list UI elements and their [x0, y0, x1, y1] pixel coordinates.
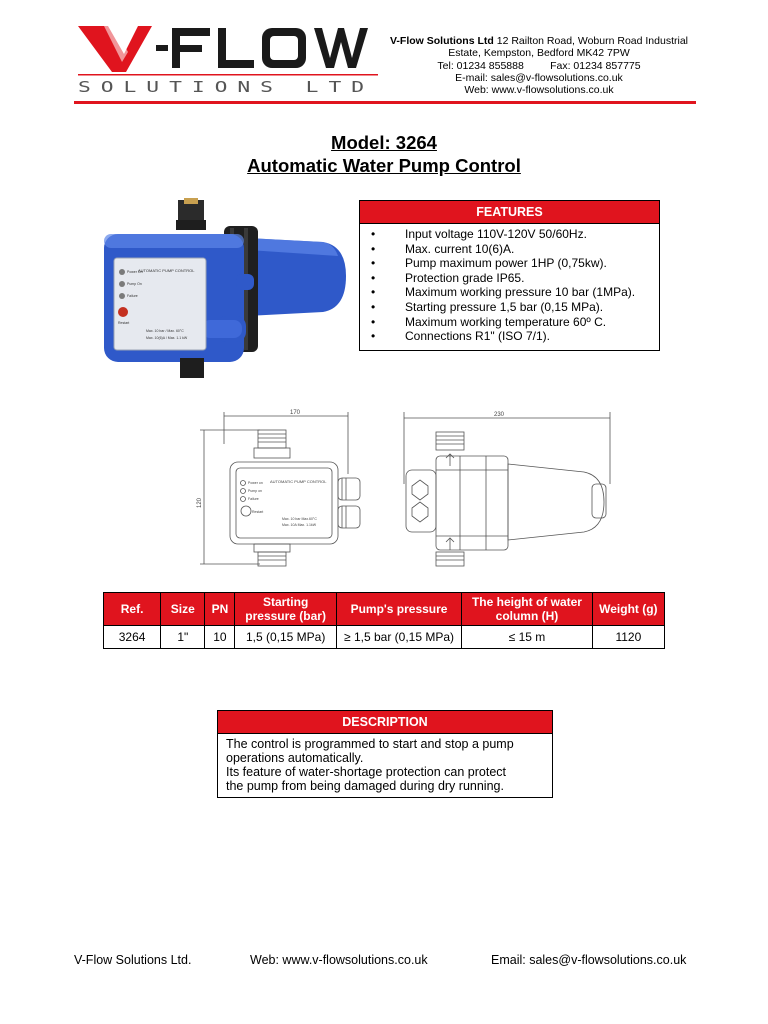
cell-pn: 10	[205, 626, 235, 649]
product-title: Automatic Water Pump Control	[247, 155, 521, 176]
description-body	[218, 734, 552, 793]
cell-pump-pressure: ≥ 1,5 bar (0,15 MPa)	[336, 626, 461, 649]
description-header: DESCRIPTION	[218, 711, 552, 734]
feature-item: • Pump maximum power 1HP (0,75kw).	[360, 256, 659, 271]
address-line-1: 12 Railton Road, Woburn Road Industrial	[496, 35, 688, 47]
feature-item: • Protection grade IP65.	[360, 271, 659, 286]
photo-panel-specs: Max. 10 bar / Max. 60°C	[146, 329, 184, 333]
features-header: FEATURES	[360, 201, 659, 224]
cell-size: 1"	[161, 626, 205, 649]
col-header-pump-pressure: Pump's pressure	[336, 593, 461, 626]
photo-panel-specs-2: Max. 10(6)A / Max. 1.1 kW	[146, 336, 188, 340]
drawing-panel-button: Restart	[252, 510, 264, 514]
technical-drawing	[190, 404, 618, 572]
web-link[interactable]: Web: www.v-flowsolutions.co.uk	[464, 84, 614, 97]
col-header-weight: Weight (g)	[592, 593, 664, 626]
company-contact-block	[384, 35, 694, 96]
cell-starting-pressure: 1,5 (0,15 MPa)	[235, 626, 336, 649]
model-title: Model: 3264	[331, 132, 437, 153]
feature-item: • Max. current 10(6)A.	[360, 242, 659, 257]
drawing-panel-light-2: Pump on	[248, 489, 263, 493]
address-line-2: Estate, Kempston, Bedford MK42 7PW	[448, 47, 630, 60]
description-line: The control is programmed to start and stop a pump	[226, 737, 514, 751]
company-logo	[74, 24, 384, 98]
features-list	[360, 224, 659, 344]
drawing-panel-title: AUTOMATIC PUMP CONTROL	[270, 479, 327, 484]
table-header-row	[104, 593, 665, 626]
photo-panel-button: Restart	[118, 321, 130, 325]
photo-panel-light-3: Failure	[127, 294, 138, 298]
drawing-panel-light-1: Power on	[248, 481, 263, 485]
feature-item: • Input voltage 110V-120V 50/60Hz.	[360, 227, 659, 242]
footer-company: V-Flow Solutions Ltd.	[74, 953, 192, 967]
fax-text: Fax: 01234 857775	[550, 59, 641, 72]
product-photo	[98, 198, 346, 382]
col-header-starting-pressure: Starting pressure (bar)	[235, 593, 336, 626]
dim-front-width: 170	[290, 410, 301, 416]
cell-ref: 3264	[104, 626, 161, 649]
description-box	[217, 710, 553, 798]
col-header-size: Size	[161, 593, 205, 626]
dim-front-height: 120	[197, 497, 203, 508]
logo-solutions-text: SOLUTIONS LTD	[78, 78, 374, 96]
email-link[interactable]: E-mail: sales@v-flowsolutions.co.uk	[455, 71, 623, 84]
cell-water-column: ≤ 15 m	[462, 626, 592, 649]
table-row	[104, 626, 665, 649]
dim-side-width: 230	[494, 412, 505, 418]
footer-email-link[interactable]: Email: sales@v-flowsolutions.co.uk	[491, 953, 687, 967]
description-line: Its feature of water-shortage protection can protect	[226, 765, 507, 779]
features-box	[359, 200, 660, 351]
side-view	[404, 412, 610, 566]
logo-flow-text	[172, 28, 368, 68]
company-name: V-Flow Solutions Ltd	[389, 35, 494, 47]
tel-text: Tel: 01234 855888	[437, 59, 524, 72]
feature-item: • Connections R1" (ISO 7/1).	[360, 329, 659, 344]
front-view	[197, 410, 360, 566]
col-header-ref: Ref.	[104, 593, 161, 626]
header-divider	[74, 101, 696, 104]
feature-item: • Maximum working temperature 60º C.	[360, 315, 659, 330]
drawing-panel-light-3: Failure	[248, 497, 259, 501]
feature-item: • Starting pressure 1,5 bar (0,15 MPa).	[360, 300, 659, 315]
photo-panel-title: AUTOMATIC PUMP CONTROL	[138, 268, 195, 273]
description-line: the pump from being damaged during dry running.	[226, 779, 504, 793]
feature-item: • Maximum working pressure 10 bar (1MPa).	[360, 285, 659, 300]
drawing-panel-specs-2: Max. 10A Max. 1.1kW	[282, 523, 317, 527]
photo-panel-light-2: Pump On	[127, 282, 142, 286]
photo-panel-light-1: Power On	[127, 270, 143, 274]
drawing-panel-specs-1: Max. 10 bar Max.60°C	[282, 517, 317, 521]
col-header-water-column: The height of water column (H)	[462, 593, 592, 626]
cell-weight: 1120	[592, 626, 664, 649]
footer-web-link[interactable]: Web: www.v-flowsolutions.co.uk	[250, 953, 428, 967]
description-line: operations automatically.	[226, 751, 364, 765]
spec-table	[103, 592, 665, 649]
col-header-pn: PN	[205, 593, 235, 626]
